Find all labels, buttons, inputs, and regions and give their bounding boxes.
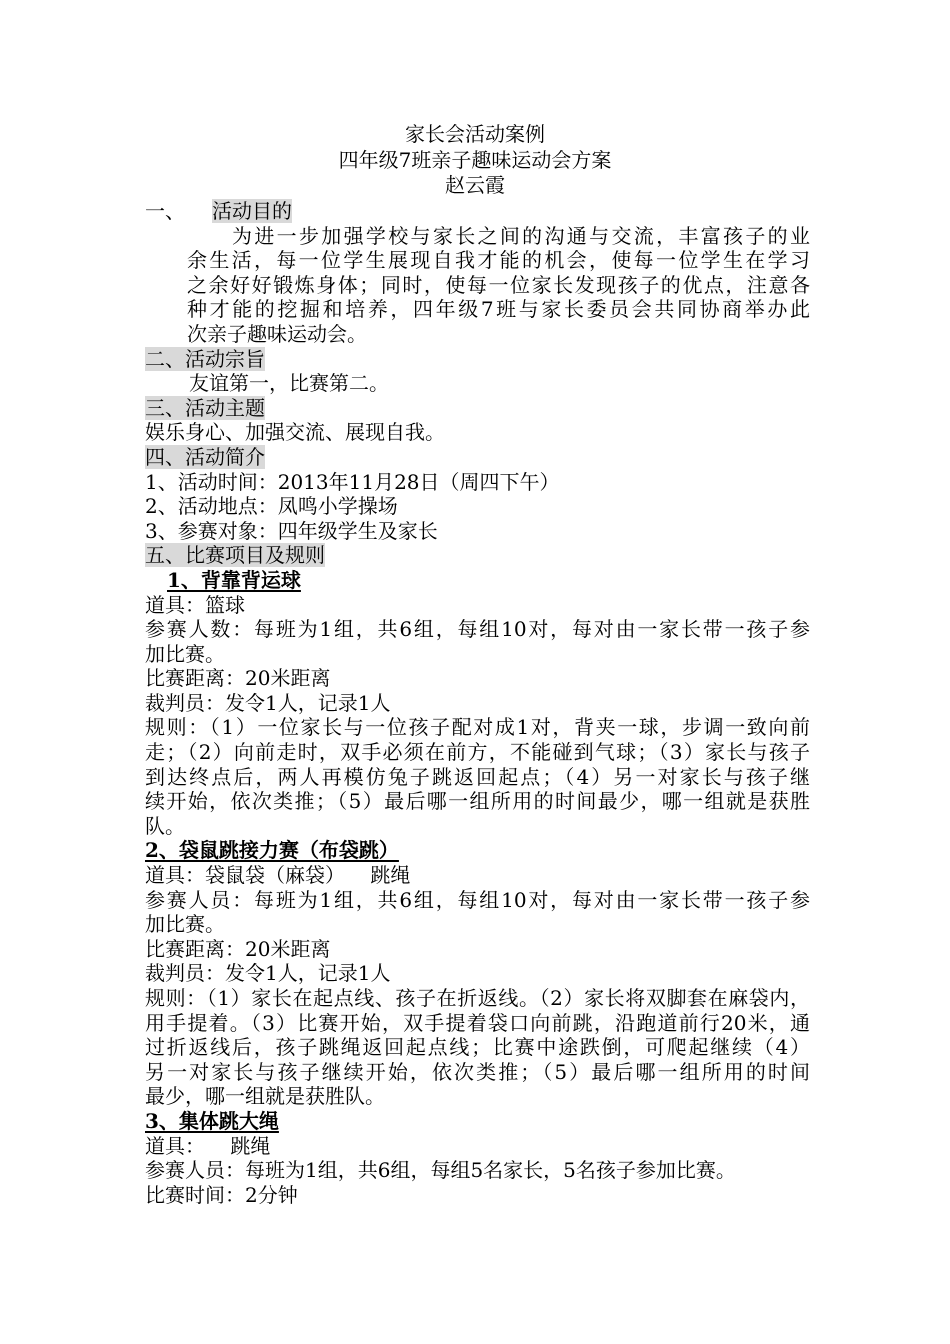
event1-title-row [145, 568, 810, 593]
event1-line: 加比赛。 [145, 641, 225, 666]
event1-line: 到达终点后，两人再模仿兔子跳返回起点；（4）另一对家长与孩子继 [145, 764, 810, 789]
event1-line: 道具：篮球 [145, 592, 245, 617]
event3-line: 比赛时间：2分钟 [145, 1182, 298, 1207]
title-line-1: 家长会活动案例 [405, 122, 545, 146]
event3-title: 3、集体跳大绳 [145, 1108, 279, 1133]
title-line-2: 四年级7班亲子趣味运动会方案 [338, 147, 612, 172]
event3-line: 参赛人员：每班为1组，共6组，每组5名家长，5名孩子参加比赛。 [145, 1158, 736, 1183]
section4-item: 3、参赛对象：四年级学生及家长 [145, 518, 438, 543]
event1-line: 队。 [145, 813, 185, 838]
event2-title-row [145, 838, 810, 863]
section3-heading [145, 396, 810, 421]
event2-title: 2、袋鼠跳接力赛（布袋跳） [145, 838, 399, 863]
section1-para-line: 种才能的挖掘和培养，四年级7班与家长委员会共同协商举办此 [187, 297, 810, 322]
event2-line: 规则：（1）家长在起点线、孩子在折返线。（2）家长将双脚套在麻袋内， [145, 986, 810, 1010]
event2-line: 参赛人员：每班为1组，共6组，每组10对，每对由一家长带一孩子参 [145, 887, 810, 912]
event1-title: 1、背靠背运球 [167, 567, 301, 592]
author: 赵云霞 [445, 173, 505, 197]
event2-line: 道具：袋鼠袋（麻袋） 跳绳 [145, 863, 411, 888]
event2-line: 最少，哪一组就是获胜队。 [145, 1084, 385, 1109]
section1-number: 一、 [145, 199, 185, 223]
section2-title: 二、活动宗旨 [145, 346, 265, 371]
section5-title: 五、比赛项目及规则 [145, 543, 325, 568]
section1-paragraph [145, 224, 810, 347]
event1-line: 比赛距离：20米距离 [145, 666, 331, 691]
event1-line: 规则：（1）一位家长与一位孩子配对成1对，背夹一球，步调一致向前 [145, 715, 810, 740]
event1-line: 续开始，依次类推；（5）最后哪一组所用的时间最少，哪一组就是获胜 [145, 789, 810, 814]
event1-line: 参赛人数：每班为1组，共6组，每组10对，每对由一家长带一孩子参 [145, 617, 810, 642]
section5-heading [145, 543, 810, 568]
event3-line: 道具： 跳绳 [145, 1133, 271, 1158]
section4-title: 四、活动简介 [145, 444, 265, 469]
section4-item: 2、活动地点：凤鸣小学操场 [145, 494, 398, 519]
section2-text: 友谊第一，比赛第二。 [189, 371, 389, 396]
event2-line: 用手提着。（3）比赛开始，双手提着袋口向前跳，沿跑道前行20米，通 [145, 1010, 810, 1035]
section1-para-line: 之余好好锻炼身体；同时，使每一位家长发现孩子的优点，注意各 [187, 272, 810, 297]
section1-para-line: 为进一步加强学校与家长之间的沟通与交流，丰富孩子的业 [232, 223, 810, 248]
event2-line: 过折返线后，孩子跳绳返回起点线；比赛中途跌倒，可爬起继续（4） [145, 1035, 810, 1060]
section3-text: 娱乐身心、加强交流、展现自我。 [145, 420, 445, 445]
section1-para-line: 次亲子趣味运动会。 [187, 321, 367, 346]
section1-title: 活动目的 [212, 199, 292, 223]
event1-line: 走；（2）向前走时，双手必须在前方，不能碰到气球；（3）家长与孩子 [145, 740, 810, 765]
section1-heading [145, 199, 810, 224]
event3-title-row [145, 1109, 810, 1134]
event2-line: 裁判员：发令1人，记录1人 [145, 961, 391, 986]
section1-para-line: 余生活，每一位学生展现自我才能的机会，使每一位学生在学习 [187, 248, 810, 273]
section4-heading [145, 445, 810, 470]
event2-line: 加比赛。 [145, 912, 225, 937]
title-block [0, 122, 950, 199]
section2-heading [145, 347, 810, 372]
event2-line: 另一对家长与孩子继续开始，依次类推；（5）最后哪一组所用的时间 [145, 1059, 810, 1084]
document-body [145, 199, 810, 1207]
event2-line: 比赛距离：20米距离 [145, 936, 331, 961]
event1-line: 裁判员：发令1人，记录1人 [145, 690, 391, 715]
section4-item: 1、活动时间：2013年11月28日（周四下午） [145, 469, 560, 494]
section3-title: 三、活动主题 [145, 395, 265, 420]
